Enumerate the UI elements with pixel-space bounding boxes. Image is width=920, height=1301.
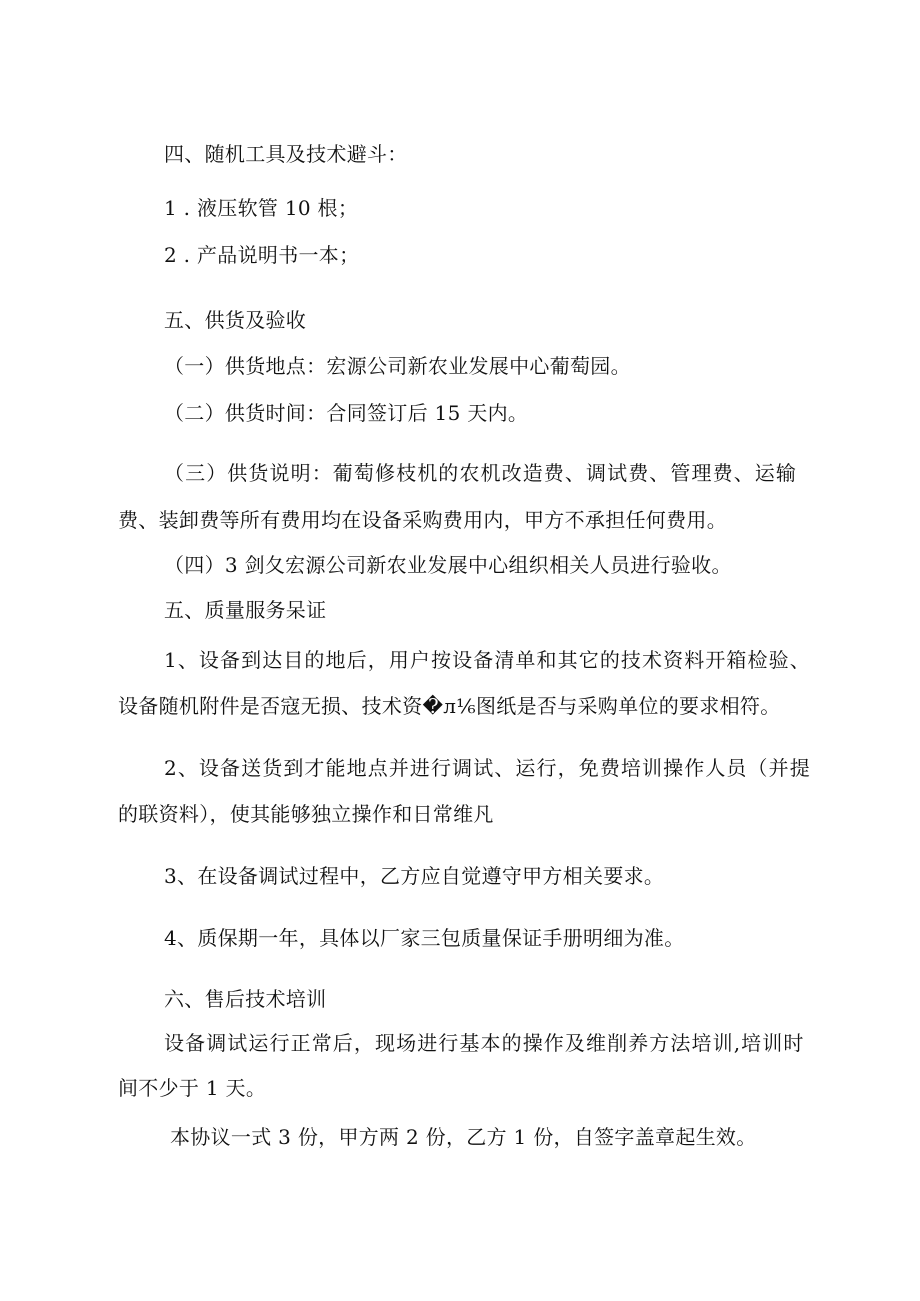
quality-p1-line-1: 1、设备到达目的地后，用户按设备清单和其它的技术资料开箱检验、 <box>164 648 811 672</box>
section4-heading: 四、随机工具及技术避斗： <box>164 142 408 166</box>
quality-heading: 五、质量服务呆证 <box>164 598 327 622</box>
quality-p3: 3、在设备调试过程中，乙方应自觉遵守甲方相关要求。 <box>164 864 665 888</box>
section5-heading: 五、供货及验收 <box>164 308 307 332</box>
quality-p2-line-1: 2、设备送货到才能地点并进行调试、运行，免费培训操作人员（并提 <box>164 756 811 780</box>
section4-item-1: 1 . 液压软管 10 根； <box>164 196 359 220</box>
quality-p4: 4、质保期一年，具体以厂家三包质量保证手册明细为准。 <box>164 926 685 950</box>
quality-p1-line-2: 设备随机附件是否寇无损、技术资�л⅙图纸是否与采购单位的要求相符。 <box>118 694 781 718</box>
section5-item-2: （二）供货时间：合同签订后 15 天内。 <box>164 401 529 425</box>
section4-item-2: 2 . 产品说明书一本； <box>164 243 360 267</box>
section5-item-3-line-1: （三）供货说明：葡萄修枝机的农机改造费、调试费、管理费、运输 <box>164 461 797 485</box>
section6-p1-line-1: 设备调试运行正常后，现场进行基本的操作及维削养方法培训,培训时 <box>164 1031 805 1055</box>
section5-item-1: （一）供货地点：宏源公司新农业发展中心葡萄园。 <box>164 354 631 378</box>
quality-p2-line-2: 的联资料），使其能够独立操作和日常维凡 <box>118 802 494 826</box>
section5-item-3-line-2: 费、装卸费等所有费用均在设备采购费用内，甲方不承担任何费用。 <box>118 508 727 532</box>
section5-item-4: （四）3 剑夂宏源公司新农业发展中心组织相关人员进行验收。 <box>164 553 732 577</box>
closing-statement: 本协议一式 3 份，甲方两 2 份，乙方 1 份，自签字盖章起生效。 <box>170 1125 757 1149</box>
section6-heading: 六、售后技术培训 <box>164 987 327 1011</box>
section6-p1-line-2: 间不少于 1 天。 <box>118 1076 267 1100</box>
